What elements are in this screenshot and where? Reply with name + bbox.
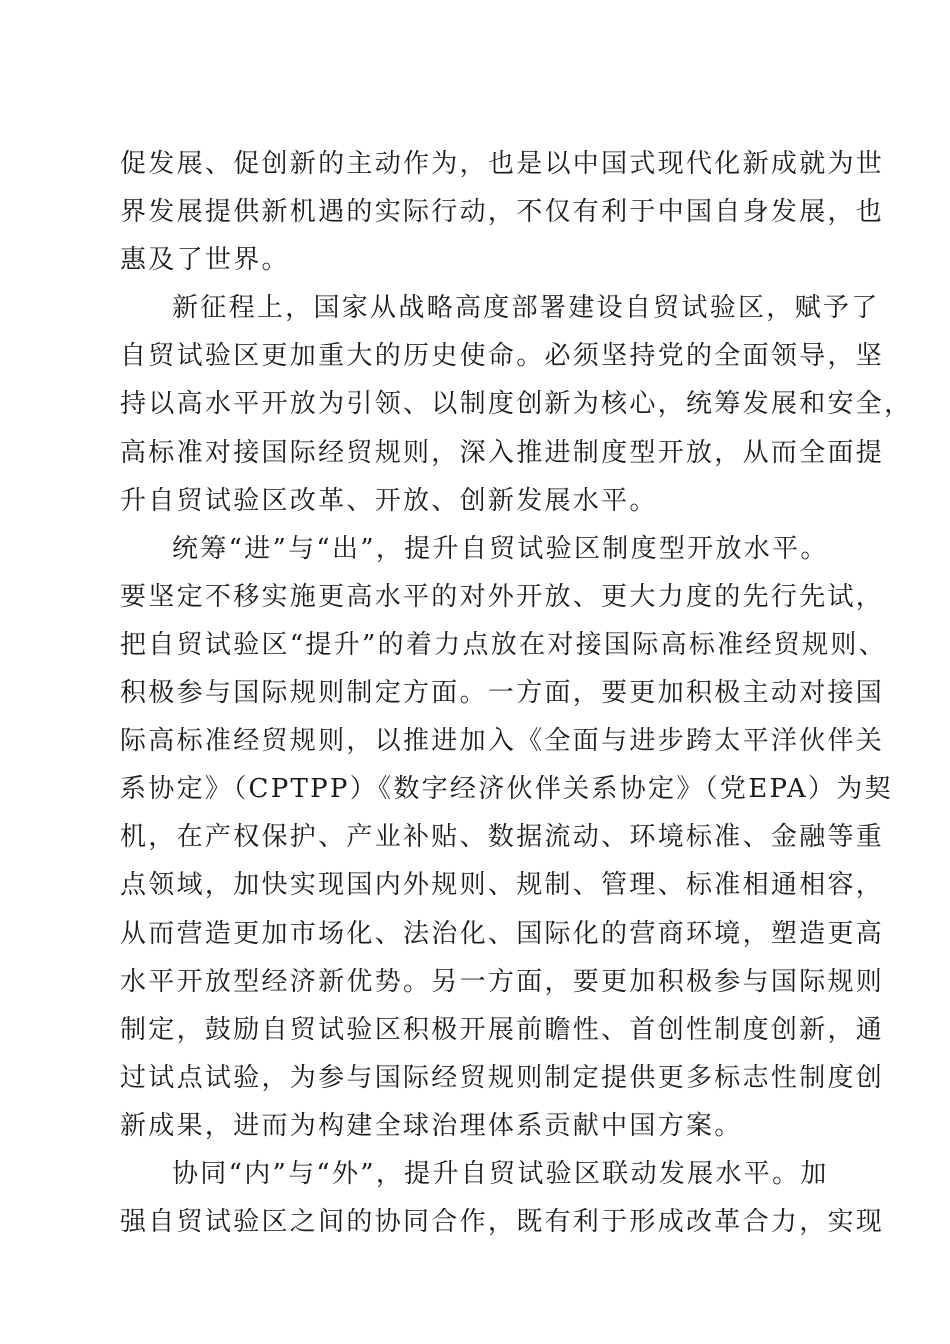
paragraph-start-line: 协同“内”与“外”，提升自贸试验区联动发展水平。加 [172, 1158, 829, 1189]
text-line: 点领域，加快实现国内外规则、规制、管理、标准相通相容， [120, 870, 885, 901]
text-line: 强自贸试验区之间的协同合作，既有利于形成改革合力，实现 [120, 1207, 885, 1238]
text-line: 升自贸试验区改革、开放、创新发展水平。 [120, 485, 658, 516]
text-line: 从而营造更加市场化、法治化、国际化的营商环境，塑造更高 [120, 918, 885, 949]
text-line: 系协定》（CPTPP）《数字经济伙伴关系协定》（党EPA）为契 [120, 774, 893, 805]
text-line: 要坚定不移实施更高水平的对外开放、更大力度的先行先试， [120, 581, 885, 612]
paragraph-start-line: 新征程上，国家从战略高度部署建设自贸试验区，赋予了 [172, 293, 880, 324]
text-line: 高标准对接国际经贸规则，深入推进制度型开放，从而全面提 [120, 437, 885, 468]
text-line: 自贸试验区更加重大的历史使命。必须坚持党的全面领导，坚 [120, 341, 885, 372]
text-line: 惠及了世界。 [120, 245, 290, 276]
text-line: 积极参与国际规则制定方面。一方面，要更加积极主动对接国 [120, 678, 885, 709]
body-text [120, 140, 913, 1246]
text-line: 促发展、促创新的主动作为，也是以中国式现代化新成就为世 [120, 149, 885, 179]
text-line: 过试点试验，为参与国际经贸规则制定提供更多标志性制度创 [120, 1062, 885, 1093]
text-line: 水平开放型经济新优势。另一方面，要更加积极参与国际规则 [120, 966, 885, 997]
text-line: 新成果，进而为构建全球治理体系贡献中国方案。 [120, 1110, 743, 1141]
text-line: 持以高水平开放为引领、以制度创新为核心，统筹发展和安全， [120, 389, 913, 420]
text-line: 制定，鼓励自贸试验区积极开展前瞻性、首创性制度创新，通 [120, 1014, 885, 1045]
text-line: 界发展提供新机遇的实际行动，不仅有利于中国自身发展，也 [120, 197, 885, 228]
text-line: 机，在产权保护、产业补贴、数据流动、环境标准、金融等重 [120, 822, 885, 853]
text-line: 际高标准经贸规则，以推进加入《全面与进步跨太平洋伙伴关 [120, 726, 885, 757]
text-line: 把自贸试验区“提升”的着力点放在对接国际高标准经贸规则、 [120, 629, 887, 660]
paragraph-start-line: 统筹“进”与“出”，提升自贸试验区制度型开放水平。 [172, 533, 829, 564]
